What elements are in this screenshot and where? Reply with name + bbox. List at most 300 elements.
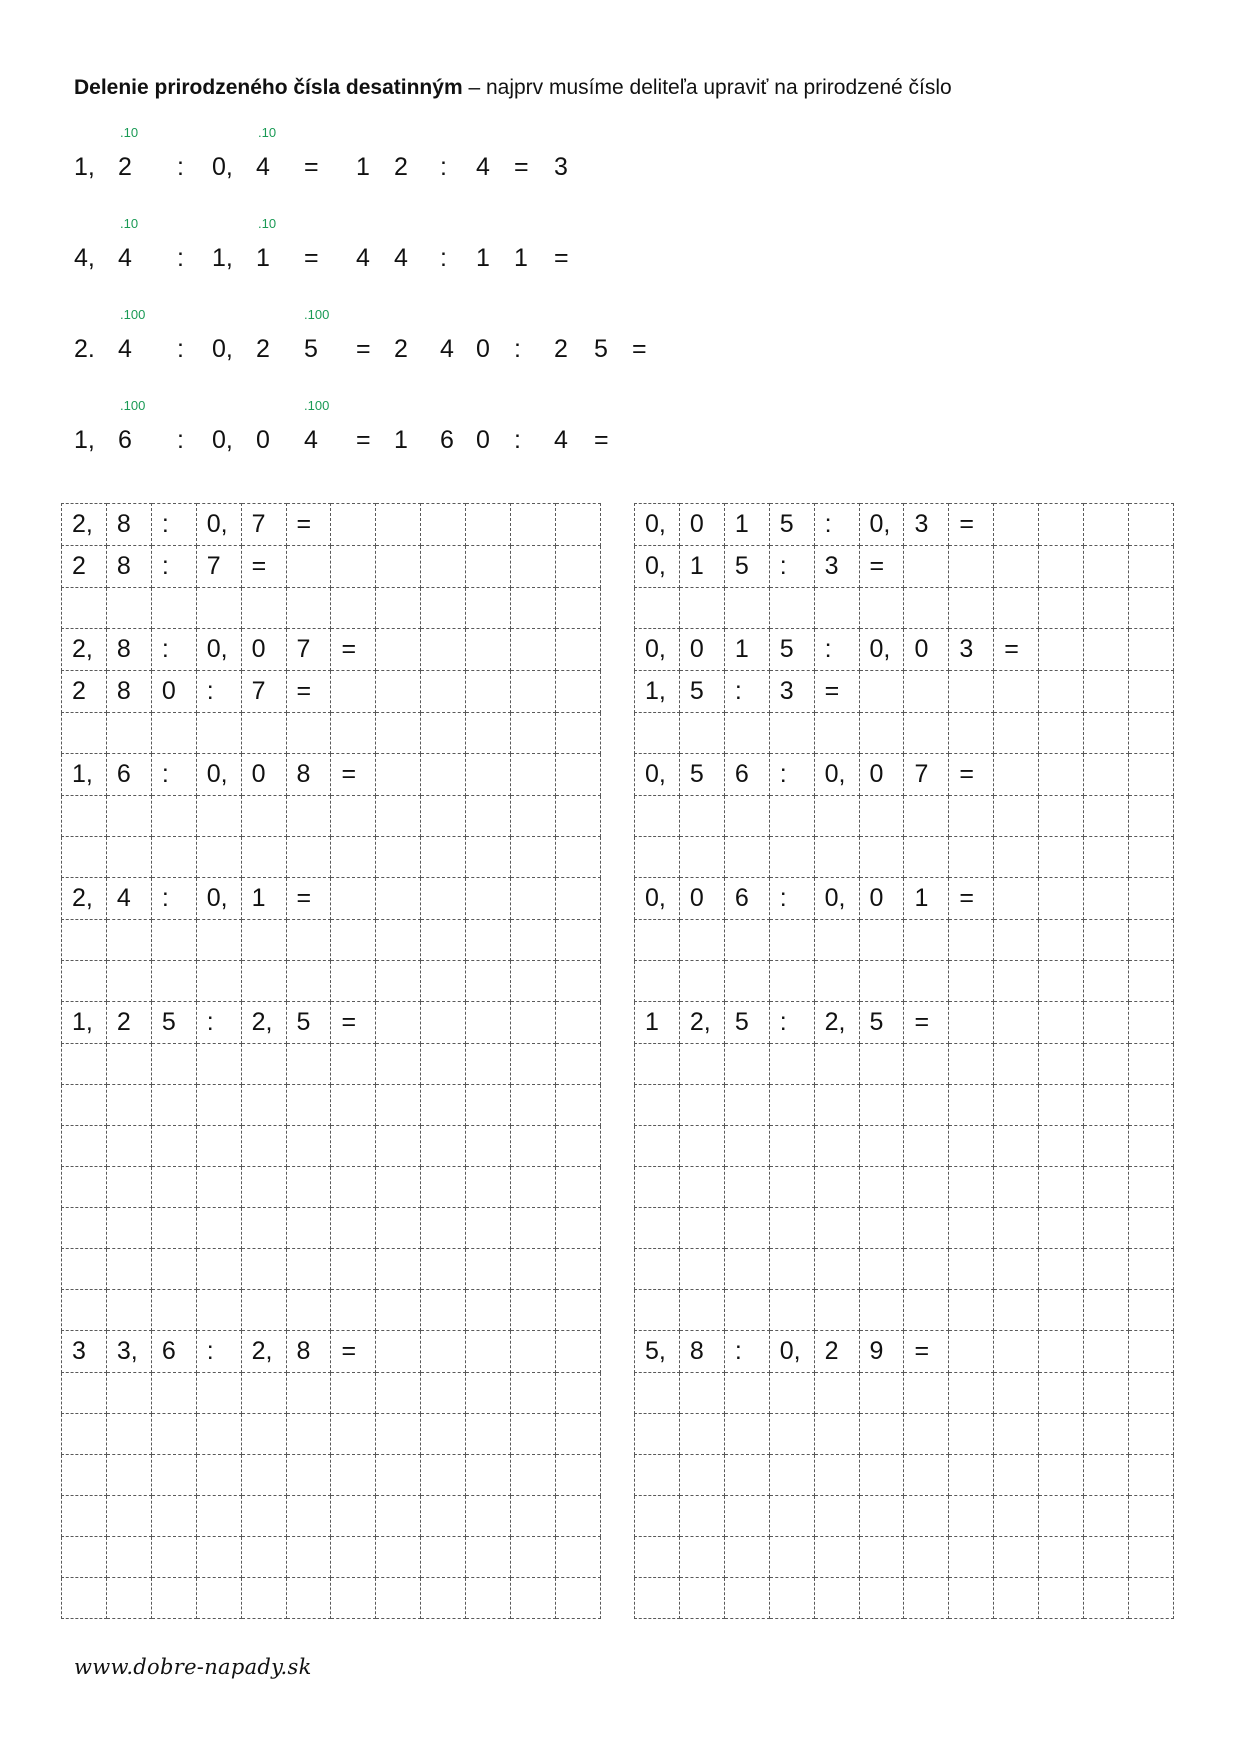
grid-cell [1128,1496,1173,1537]
grid-cell [106,961,151,1002]
grid-cell [1039,1044,1084,1085]
example-token: 0 [476,335,490,363]
grid-cell [769,1537,814,1578]
grid-cell [949,1085,994,1126]
example-token: 4, [74,244,95,272]
grid-cell [106,713,151,754]
grid-cell [286,1578,331,1619]
grid-cell: 1, [635,671,680,713]
grid-cell: : [196,1331,241,1373]
grid-cell [331,1496,376,1537]
grid-cell [904,1414,949,1455]
grid-cell [1084,671,1129,713]
grid-cell: = [904,1002,949,1044]
grid-cell [62,1537,107,1578]
grid-cell [376,713,421,754]
grid-cell [376,961,421,1002]
grid-cell: 3 [62,1331,107,1373]
grid-cell [196,1249,241,1290]
example-token: 6 [440,426,454,454]
grid-cell [466,671,511,713]
grid-cell [511,754,556,796]
example-token: 2 [256,335,270,363]
grid-cell [511,1126,556,1167]
example-token: 4 [356,244,370,272]
grid-cell [1128,796,1173,837]
grid-cell [151,1208,196,1249]
grid-cell [859,1167,904,1208]
grid-cell [1039,546,1084,588]
grid-cell [1128,713,1173,754]
grid-cell [1084,1455,1129,1496]
grid-cell: 3 [814,546,859,588]
grid-cell [241,1208,286,1249]
grid-cell: = [286,878,331,920]
grid-row [635,1414,1174,1455]
grid-row [62,1167,601,1208]
grid-cell [1039,588,1084,629]
grid-cell [994,920,1039,961]
grid-cell [949,1044,994,1085]
grid-cell [106,1249,151,1290]
grid-cell [859,1126,904,1167]
grid-cell [331,546,376,588]
grid-cell [949,1331,994,1373]
grid-cell [994,1044,1039,1085]
grid-cell [376,1373,421,1414]
grid-cell: 5 [151,1002,196,1044]
grid-cell [555,1126,600,1167]
grid-cell: 0, [196,754,241,796]
grid-cell [466,1537,511,1578]
grid-cell [1128,1578,1173,1619]
grid-cell [949,588,994,629]
grid-cell [286,1085,331,1126]
grid-cell: : [724,671,769,713]
grid-cell [949,1414,994,1455]
grid-cell [1039,1167,1084,1208]
grid-cell [859,1044,904,1085]
grid-cell [62,920,107,961]
grid-cell: : [196,1002,241,1044]
grid-cell [949,1126,994,1167]
grid-cell: 2 [106,1002,151,1044]
grid-cell [1084,754,1129,796]
grid-cell [814,1373,859,1414]
grid-cell [151,1085,196,1126]
grid-cell: 8 [106,504,151,546]
grid-cell [466,961,511,1002]
grid-cell [196,1578,241,1619]
grid-cell [1039,1455,1084,1496]
grid-cell [859,1496,904,1537]
grid-cell [466,588,511,629]
grid-cell [196,1455,241,1496]
grid-cell [949,1537,994,1578]
grid-cell [376,1496,421,1537]
grid-cell [421,754,466,796]
grid-cell [466,1002,511,1044]
grid-cell [286,1249,331,1290]
grid-row [62,1208,601,1249]
grid-cell [994,796,1039,837]
grid-cell [994,1126,1039,1167]
grid-cell [241,837,286,878]
grid-cell [1039,1331,1084,1373]
grid-cell [421,837,466,878]
example-token: 4 [256,153,270,181]
grid-cell [635,1455,680,1496]
example-token: 1 [394,426,408,454]
grid-cell: 0, [635,878,680,920]
grid-cell [196,961,241,1002]
grid-cell [466,837,511,878]
grid-row [635,1455,1174,1496]
grid-cell [421,1373,466,1414]
grid-cell [994,1578,1039,1619]
grid-cell [376,1249,421,1290]
grid-cell [511,1331,556,1373]
grid-cell [511,878,556,920]
grid-cell: 0, [635,504,680,546]
grid-cell [466,878,511,920]
grid-cell [62,588,107,629]
grid-cell [904,671,949,713]
grid-cell: 0 [679,629,724,671]
grid-cell [511,1208,556,1249]
grid-cell [724,1496,769,1537]
grid-cell [62,1208,107,1249]
example-token: : [177,335,184,363]
grid-cell [555,1167,600,1208]
grid-cell [106,920,151,961]
grid-cell [635,588,680,629]
grid-cell [814,1455,859,1496]
grid-cell: 8 [106,629,151,671]
grid-cell [1039,1290,1084,1331]
grid-cell [106,1578,151,1619]
grid-cell [679,1167,724,1208]
grid-cell: 3, [106,1331,151,1373]
grid-cell [949,920,994,961]
grid-cell [724,1373,769,1414]
grid-cell [994,1331,1039,1373]
grid-cell [1039,920,1084,961]
grid-row [62,1044,601,1085]
grid-cell [1084,920,1129,961]
grid-cell [555,1537,600,1578]
grid-row [635,1002,1174,1044]
grid-cell [106,1414,151,1455]
example-token: : [177,244,184,272]
grid-cell [466,1126,511,1167]
grid-cell [1084,546,1129,588]
footer-url: www.dobre-napady.sk [74,1655,312,1679]
grid-row [635,1126,1174,1167]
grid-cell [949,1373,994,1414]
grid-cell [814,837,859,878]
grid-cell [555,1414,600,1455]
grid-cell [1039,796,1084,837]
grid-row [62,1249,601,1290]
grid-cell [376,1331,421,1373]
grid-cell [635,1208,680,1249]
grid-cell [859,920,904,961]
grid-cell [511,546,556,588]
grid-cell [904,546,949,588]
grid-row [62,796,601,837]
grid-cell [994,1455,1039,1496]
grid-cell [1039,1085,1084,1126]
grid-cell [421,961,466,1002]
right-exercise-grid [634,503,1174,1619]
grid-cell [1084,1578,1129,1619]
grid-row [635,1085,1174,1126]
grid-cell: 2, [679,1002,724,1044]
grid-cell: = [949,754,994,796]
grid-cell [466,1044,511,1085]
grid-cell [421,1496,466,1537]
grid-cell: = [859,546,904,588]
grid-cell [62,1085,107,1126]
grid-cell [331,1414,376,1455]
grid-cell [555,920,600,961]
grid-cell [769,837,814,878]
grid-cell [466,713,511,754]
grid-cell [421,1455,466,1496]
grid-cell [1128,1167,1173,1208]
multiplier-label: .100 [304,398,330,413]
grid-cell [466,1496,511,1537]
grid-cell: 1 [724,504,769,546]
multiplier-label: .100 [120,398,146,413]
grid-cell [286,1290,331,1331]
grid-cell [376,1002,421,1044]
grid-row [62,754,601,796]
grid-cell [814,1496,859,1537]
grid-cell [555,713,600,754]
grid-cell [376,1044,421,1085]
grid-cell [106,1496,151,1537]
grid-cell [994,1496,1039,1537]
example-token: 4 [476,153,490,181]
grid-cell: 1, [62,754,107,796]
grid-cell [511,1290,556,1331]
grid-cell [1084,1208,1129,1249]
grid-cell: 8 [679,1331,724,1373]
grid-cell [1128,1537,1173,1578]
example-token: 2 [118,153,132,181]
grid-row [635,796,1174,837]
grid-cell: 7 [286,629,331,671]
title-bold-part: Delenie prirodzeného čísla desatinným [74,76,463,99]
grid-cell: 0, [196,629,241,671]
grid-cell [814,961,859,1002]
example-token: : [177,153,184,181]
grid-cell [1084,1496,1129,1537]
grid-cell [949,837,994,878]
grid-cell [859,1414,904,1455]
grid-cell [904,1578,949,1619]
grid-cell [331,878,376,920]
grid-cell [421,920,466,961]
grid-cell [331,713,376,754]
grid-cell [1039,754,1084,796]
grid-cell: = [286,671,331,713]
grid-cell [1084,1290,1129,1331]
grid-cell: 5 [769,504,814,546]
grid-cell: = [814,671,859,713]
grid-row [635,1249,1174,1290]
grid-cell [555,546,600,588]
grid-cell [724,1537,769,1578]
grid-cell [555,1496,600,1537]
example-token: = [356,426,371,454]
grid-cell [421,796,466,837]
grid-cell [814,1208,859,1249]
grid-cell: = [241,546,286,588]
example-token: = [554,244,569,272]
grid-cell: = [904,1331,949,1373]
grid-cell [814,713,859,754]
grid-cell [421,629,466,671]
grid-cell [286,546,331,588]
grid-cell [1128,878,1173,920]
grid-cell: = [331,629,376,671]
example-token: 4 [118,244,132,272]
grid-cell [635,1167,680,1208]
grid-cell [1084,1044,1129,1085]
grid-row [635,1290,1174,1331]
example-token: 1, [74,153,95,181]
grid-cell [62,713,107,754]
grid-cell [331,961,376,1002]
grid-cell [635,1496,680,1537]
grid-cell: = [286,504,331,546]
grid-cell [151,1249,196,1290]
grid-cell [679,961,724,1002]
grid-cell: 1 [904,878,949,920]
grid-cell [62,1414,107,1455]
grid-cell [286,1496,331,1537]
grid-cell [466,1290,511,1331]
grid-cell: 0 [679,878,724,920]
grid-cell: 2, [814,1002,859,1044]
grid-cell [949,1002,994,1044]
grid-cell [555,1002,600,1044]
grid-cell [1084,1002,1129,1044]
grid-cell [511,837,556,878]
grid-row [62,713,601,754]
example-token: 4 [440,335,454,363]
example-token: 4 [394,244,408,272]
grid-cell [421,1249,466,1290]
grid-cell [635,1537,680,1578]
grid-cell: 0, [814,754,859,796]
grid-cell: 0, [769,1331,814,1373]
multiplier-label: .10 [120,125,139,140]
grid-cell: 2 [62,671,107,713]
grid-cell [769,1126,814,1167]
grid-cell [466,629,511,671]
grid-cell [1084,1167,1129,1208]
grid-cell: : [724,1331,769,1373]
grid-cell: 2, [241,1331,286,1373]
grid-cell [376,1414,421,1455]
grid-cell [1128,1290,1173,1331]
grid-cell [241,1290,286,1331]
grid-cell [904,713,949,754]
example-token: 1 [256,244,270,272]
grid-cell [635,1126,680,1167]
grid-cell [1039,1373,1084,1414]
grid-cell [555,1578,600,1619]
example-token: 0, [212,153,233,181]
grid-cell [511,1002,556,1044]
grid-cell [814,1537,859,1578]
grid-cell [769,1085,814,1126]
grid-cell [724,1085,769,1126]
grid-cell [196,1126,241,1167]
example-token: = [594,426,609,454]
grid-cell [331,837,376,878]
grid-cell [555,1249,600,1290]
grid-cell [241,1373,286,1414]
grid-cell [421,546,466,588]
grid-cell [466,1414,511,1455]
grid-cell [151,1455,196,1496]
example-row [74,125,774,182]
grid-cell [466,1208,511,1249]
grid-cell [151,1537,196,1578]
grid-cell [106,1455,151,1496]
grid-cell [635,837,680,878]
grid-cell [769,1496,814,1537]
grid-cell [62,1167,107,1208]
grid-cell [769,1167,814,1208]
example-token: 1, [212,244,233,272]
grid-cell [814,1249,859,1290]
grid-cell [241,1455,286,1496]
left-exercise-grid [61,503,601,1619]
grid-cell [331,504,376,546]
grid-cell [635,796,680,837]
multiplier-label: .10 [258,125,277,140]
grid-cell: 0, [859,629,904,671]
grid-cell [106,837,151,878]
grid-cell [1039,504,1084,546]
grid-cell [331,671,376,713]
grid-cell [286,961,331,1002]
grid-cell [904,1496,949,1537]
grid-cell [724,920,769,961]
grid-cell [949,546,994,588]
grid-cell: 8 [286,1331,331,1373]
grid-cell [376,671,421,713]
grid-cell [949,1455,994,1496]
grid-cell [994,961,1039,1002]
grid-cell [859,671,904,713]
grid-cell [1128,1331,1173,1373]
grid-cell [151,1414,196,1455]
grid-cell [196,1044,241,1085]
grid-cell [286,1167,331,1208]
grid-cell [679,1126,724,1167]
grid-cell [555,1331,600,1373]
grid-cell [106,1167,151,1208]
grid-cell: 3 [904,504,949,546]
grid-cell [331,1249,376,1290]
